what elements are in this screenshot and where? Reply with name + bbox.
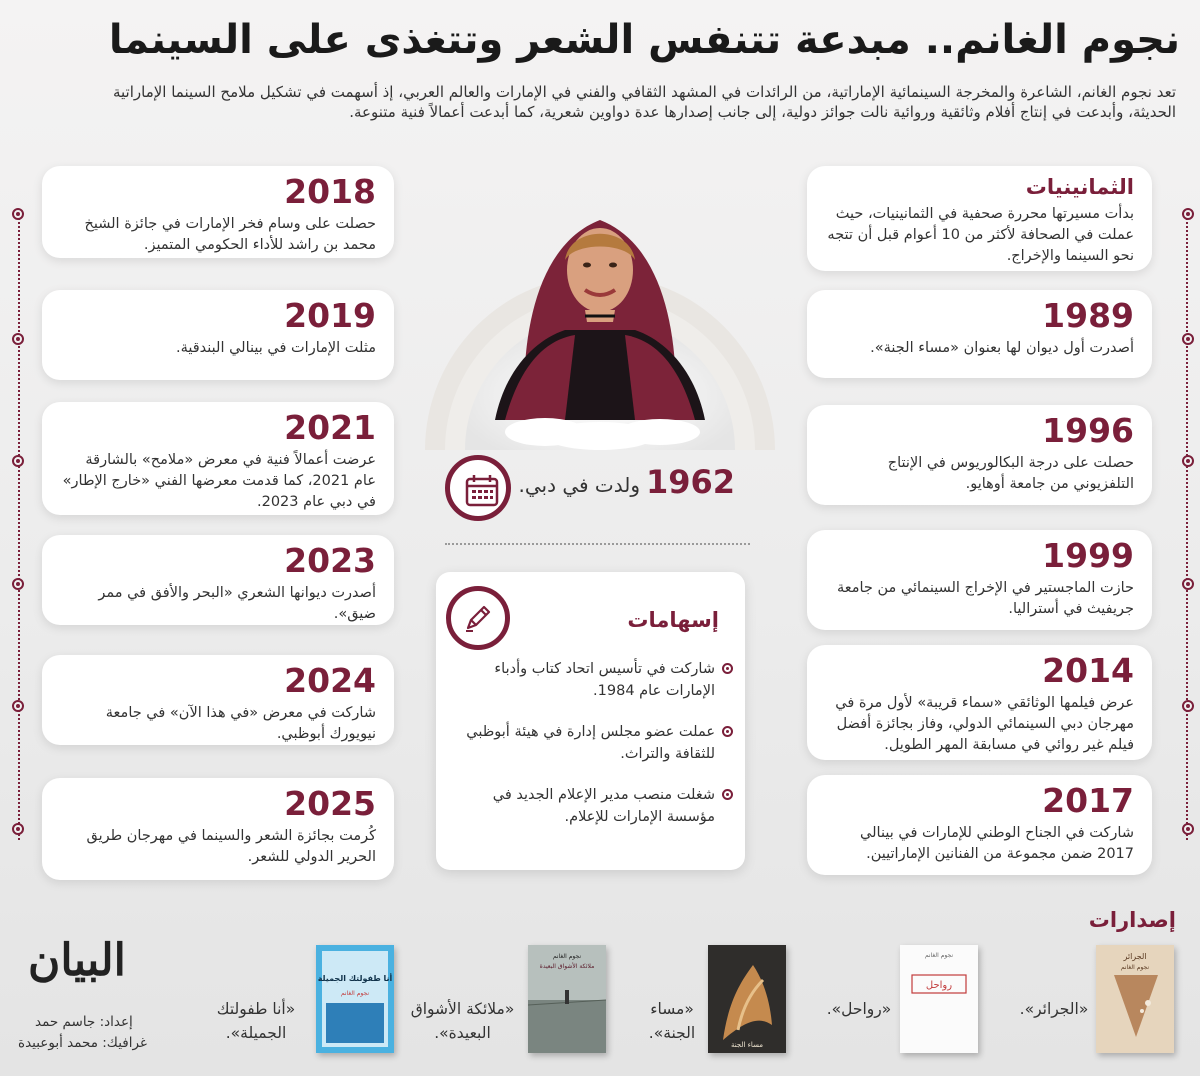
calendar-icon [445, 455, 511, 521]
timeline-card-1989 [807, 290, 1152, 378]
book-cover-ana-tufulatuk [316, 945, 394, 1053]
timeline-text: مثلت الإمارات في بينالي البندقية. [175, 340, 376, 356]
book-title: «رواحل». [826, 1000, 892, 1018]
credit-prep: إعداد: جاسم حمد [35, 1014, 133, 1030]
timeline-dot [1182, 208, 1194, 220]
birth-info [445, 455, 765, 523]
timeline-dot [12, 333, 24, 345]
timeline-card-2021 [42, 402, 394, 515]
list-item-text: عملت عضو مجلس إدارة في هيئة أبوظبي للثقافة والتراث. [466, 724, 715, 762]
timeline-dot [1182, 578, 1194, 590]
book-cover-author: نجوم الغانم [1120, 964, 1150, 971]
timeline-dot [1182, 700, 1194, 712]
timeline-dot [12, 700, 24, 712]
book-title: «مساء الجنة». [648, 1000, 696, 1042]
right-timeline-line [1186, 210, 1188, 840]
timeline-text: حصلت على وسام فخر الإمارات في جائزة الشيخ محمد بن راشد للأداء الحكومي المتميز. [84, 216, 376, 253]
birth-place: ولدت في دبي. [518, 473, 640, 497]
timeline-dot [1182, 455, 1194, 467]
book-cover-title: أنا طفولتك الجميلة [317, 974, 393, 983]
timeline-text: أصدرت أول ديوان لها بعنوان «مساء الجنة». [870, 340, 1134, 356]
book-title: «أنا طفولتك الجميلة». [216, 1000, 296, 1042]
timeline-text: بدأت مسيرتها محررة صحفية في الثمانينيات، حيث عملت في الصحافة لأكثر من 10 أعوام قبل أن تتجه نحو السينما والإخراج. [827, 206, 1134, 264]
bullet-icon [722, 726, 733, 737]
book-title: «ملائكة الأشواق البعيدة». [410, 1000, 515, 1042]
timeline-year: 2018 [284, 172, 376, 211]
timeline-text: حصلت على درجة البكالوريوس في الإنتاج التلفزيوني من جامعة أوهايو. [887, 455, 1134, 492]
book-cover-author: نجوم الغانم [340, 990, 370, 997]
timeline-card-1999 [807, 530, 1152, 630]
credit-graphic: غرافيك: محمد أبوعبيدة [18, 1035, 147, 1051]
list-item [448, 784, 733, 828]
timeline-card-1980s [807, 166, 1152, 271]
timeline-card-2017 [807, 775, 1152, 875]
book-cover-malaekat [528, 945, 606, 1053]
timeline-year: 2014 [1042, 651, 1134, 690]
timeline-card-2024 [42, 655, 394, 745]
intro-paragraph: تعد نجوم الغانم، الشاعرة والمخرجة السينمائية الإماراتية، من الرائدات في المشهد الثقافي والفني في الإمارات والعالم العربي، إذ أسهمت في تشكيل ملامح السينما الإماراتية الحديثة، وأبدعت في إنتاج أفلام وثائقية وروائية نالت جوائز دولية، إلى جانب إصدارها عدة دواوين شعرية، كما أبدعت أعمالاً فنية متنوعة. [112, 83, 1176, 121]
timeline-year: 2021 [284, 408, 376, 447]
timeline-year: 2025 [284, 784, 376, 823]
timeline-text: حازت الماجستير في الإخراج السينمائي من جامعة جريفيث في أستراليا. [836, 580, 1134, 617]
timeline-card-2025 [42, 778, 394, 880]
timeline-dot [12, 455, 24, 467]
contributions-heading: إسهامات [627, 608, 719, 632]
divider [445, 543, 750, 545]
pen-icon [446, 586, 510, 650]
portrait-photo [425, 150, 775, 450]
book-cover-author: نجوم الغانم [924, 952, 954, 959]
timeline-year: 2024 [284, 661, 376, 700]
timeline-year: 2023 [284, 541, 376, 580]
book-cover-author: نجوم الغانم [552, 953, 582, 960]
page-title: نجوم الغانم.. مبدعة تتنفس الشعر وتتغذى على السينما [108, 17, 1180, 63]
newspaper-logo: البيان [28, 935, 126, 986]
contributions-box [436, 572, 745, 870]
book-title: «الجرائر». [1019, 1000, 1089, 1018]
timeline-text: شاركت في معرض «في هذا الآن» في جامعة نيويورك أبوظبي. [105, 705, 376, 742]
timeline-text: عرض فيلمها الوثائقي «سماء قريبة» لأول مرة في مهرجان دبي السينمائي الدولي، وفاز بجائزة أفضل فيلم غير روائي في مسابقة المهر الطويل. [835, 695, 1134, 753]
contributions-list [448, 658, 733, 847]
list-item-text: شاركت في تأسيس اتحاد كتاب وأدباء الإمارات عام 1984. [494, 661, 715, 699]
list-item [448, 721, 733, 765]
timeline-card-2023 [42, 535, 394, 625]
timeline-year: 1999 [1042, 536, 1134, 575]
book-cover-title: رواحل [925, 980, 953, 991]
timeline-text: أصدرت ديوانها الشعري «البحر والأفق في ممر ضيق». [98, 585, 376, 622]
birth-year: 1962 [645, 463, 735, 501]
timeline-year: 1989 [1042, 296, 1134, 335]
timeline-card-2018 [42, 166, 394, 258]
book-cover-rawahel [900, 945, 978, 1053]
timeline-card-1996 [807, 405, 1152, 505]
timeline-dot [12, 208, 24, 220]
timeline-text: كُرمت بجائزة الشعر والسينما في مهرجان طريق الحرير الدولي للشعر. [86, 828, 376, 865]
book-cover-title: الجرائر [1123, 952, 1147, 961]
timeline-year: 2019 [284, 296, 376, 335]
list-item [448, 658, 733, 702]
book-cover-masaa-aljanna [708, 945, 786, 1053]
publications-heading: إصدارات [1088, 908, 1176, 932]
bullet-icon [722, 789, 733, 800]
timeline-year: الثمانينيات [1025, 175, 1134, 199]
timeline-dot [1182, 333, 1194, 345]
timeline-text: شاركت في الجناح الوطني للإمارات في بينالي 2017 ضمن مجموعة من الفنانين الإماراتيين. [860, 825, 1134, 862]
timeline-year: 1996 [1042, 411, 1134, 450]
timeline-card-2014 [807, 645, 1152, 760]
timeline-text: عرضت أعمالاً فنية في معرض «ملامح» بالشارقة عام 2021، كما قدمت معرضها الفني «خارج الإطار» في دبي عام 2023. [62, 452, 376, 510]
bullet-icon [722, 663, 733, 674]
book-cover-aljaraer [1096, 945, 1174, 1053]
list-item-text: شغلت منصب مدير الإعلام الجديد في مؤسسة الإمارات للإعلام. [492, 787, 715, 825]
book-cover-title: ملائكة الأشواق البعيدة [539, 963, 595, 970]
left-timeline-line [18, 210, 20, 840]
timeline-card-2019 [42, 290, 394, 380]
timeline-dot [12, 578, 24, 590]
book-cover-title: مساء الجنة [730, 1041, 764, 1049]
timeline-dot [12, 823, 24, 835]
timeline-year: 2017 [1042, 781, 1134, 820]
timeline-dot [1182, 823, 1194, 835]
